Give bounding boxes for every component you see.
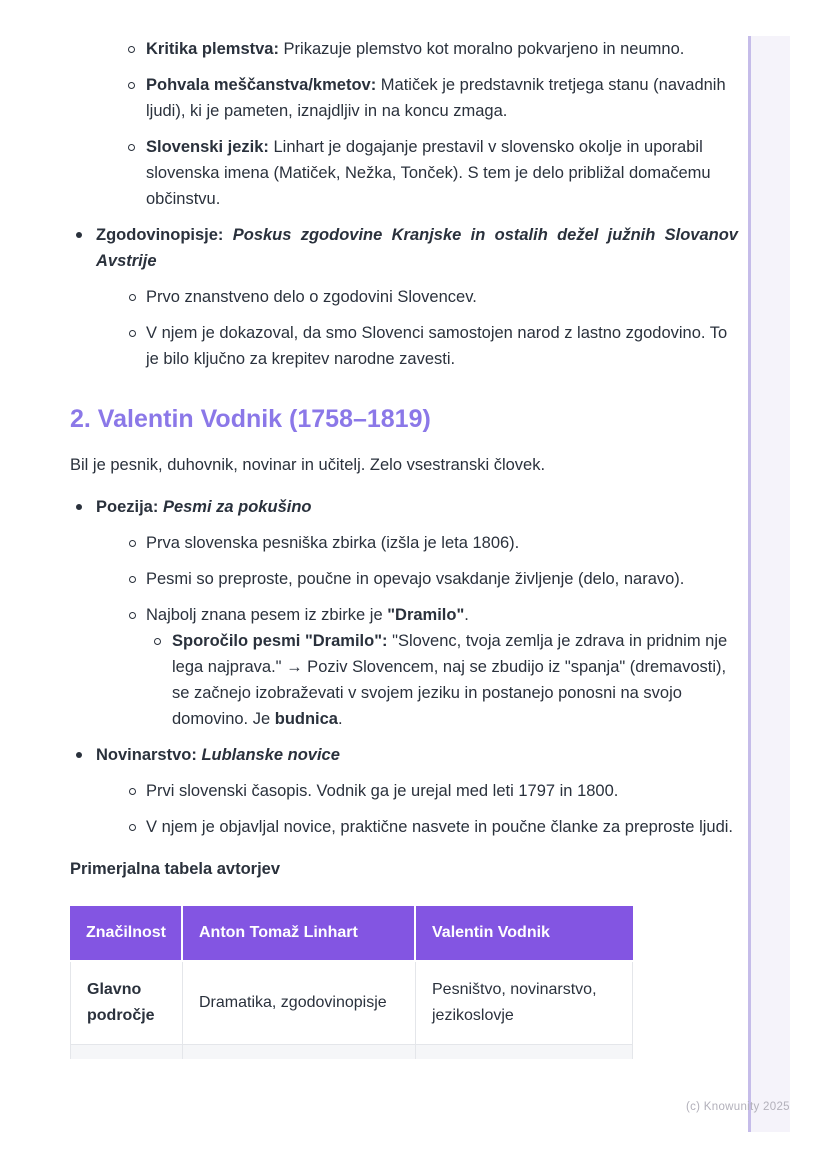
list-item-bold-label: Sporočilo pesmi "Dramilo":	[172, 632, 388, 650]
comparison-table-wrapper	[70, 906, 633, 1059]
comparison-table-title: Primerjalna tabela avtorjev	[70, 860, 281, 878]
work-title-italic: Pesmi za pokušino	[158, 498, 312, 516]
table-header-znacilnost: Značilnost	[70, 906, 183, 962]
table-cell-empty	[183, 1045, 416, 1059]
vodnik-intro-paragraph: Bil je pesnik, duhovnik, novinar in učitelj. Zelo vsestranski človek.	[70, 456, 546, 474]
table-cell-empty	[70, 1045, 183, 1059]
list-item-pohvala-mescanstva	[70, 72, 738, 124]
list-item-dramilo	[96, 602, 738, 732]
list-item: Pesmi so preproste, poučne in opevajo vsakdanje življenje (delo, naravo).	[96, 566, 738, 592]
list-item-text: .	[338, 710, 343, 728]
list-item-bold-label: Poezija:	[96, 498, 159, 516]
list-item: V njem je dokazoval, da smo Slovenci samostojen narod z lastno zgodovino. To je bilo ključno za krepitev narodne zavesti.	[96, 320, 738, 372]
budnica-bold: budnica	[274, 710, 338, 728]
work-title-italic: Lublanske novice	[196, 746, 340, 764]
list-item-text: Linhart je dogajanje prestavil v slovensko okolje in uporabil slovenska imena (Matiček, Nežka, Tonček). S tem je delo približal domačemu občinstvu.	[146, 138, 711, 208]
section-heading-vodnik: 2. Valentin Vodnik (1758–1819)	[70, 405, 431, 433]
zgodovinopisje-list	[70, 222, 738, 372]
list-item: Prvi slovenski časopis. Vodnik ga je urejal med leti 1797 in 1800.	[96, 778, 738, 804]
table-cell-feature: Glavno področje	[70, 962, 183, 1045]
table-header-vodnik: Valentin Vodnik	[416, 906, 633, 962]
list-item-kritika-plemstva	[70, 36, 738, 62]
list-item-text: Prikazuje plemstvo kot moralno pokvarjeno in neumno.	[278, 40, 685, 58]
poezija-sublist	[96, 530, 738, 732]
vodnik-list	[70, 494, 738, 840]
knowunity-watermark: (c) Knowunity 2025	[686, 1101, 790, 1113]
list-item-novinarstvo	[70, 742, 738, 840]
novinarstvo-sublist	[96, 778, 738, 840]
list-item-bold-label: Pohvala meščanstva/kmetov:	[146, 76, 377, 94]
list-item-text: "Slovenc, tvoja zemlja je zdrava in pridnim nje lega najprava." → Poziv Slovencem, naj se zbudijo iz "spanja" (dremavosti), se začnejo izobraževati v svojem jeziku in postanejo ponosni na svojo domovino. Je	[172, 632, 728, 728]
table-header-row	[70, 906, 633, 962]
list-item: V njem je objavljal novice, praktične nasvete in poučne članke za preproste ljudi.	[96, 814, 738, 840]
table-cell-vodnik: Pesništvo, novinarstvo, jezikoslovje	[416, 962, 633, 1045]
list-item-slovenski-jezik	[70, 134, 738, 212]
zgodovinopisje-sublist	[96, 284, 738, 372]
list-item-bold-label: Kritika plemstva:	[146, 40, 279, 58]
linhart-points-list	[70, 36, 738, 212]
list-item-bold-label: Slovenski jezik:	[146, 138, 269, 156]
work-title-italic: Poskus zgodovine Kranjske in ostalih dežel južnih Slovanov Avstrije	[96, 226, 738, 270]
list-item-text: Najbolj znana pesem iz zbirke je	[146, 606, 388, 624]
dramilo-sublist	[146, 628, 738, 732]
content-column	[70, 0, 738, 1059]
list-item-poezija	[70, 494, 738, 732]
table-row-partial	[70, 1045, 633, 1059]
list-item-zgodovinopisje	[70, 222, 738, 372]
table-cell-empty	[416, 1045, 633, 1059]
list-item-text: Matiček je predstavnik tretjega stanu (navadnih ljudi), ki je pameten, iznajdljiv in na koncu zmaga.	[146, 76, 726, 120]
comparison-table	[70, 906, 633, 1059]
list-item: Prva slovenska pesniška zbirka (izšla je leta 1806).	[96, 530, 738, 556]
dramilo-bold: "Dramilo"	[387, 606, 465, 624]
table-cell-linhart: Dramatika, zgodovinopisje	[183, 962, 416, 1045]
page-edge-band	[748, 36, 790, 1132]
list-item-text: .	[464, 606, 469, 624]
list-item-bold-label: Novinarstvo:	[96, 746, 197, 764]
list-item-sporocilo-dramilo	[96, 628, 738, 732]
table-header-linhart: Anton Tomaž Linhart	[183, 906, 416, 962]
list-item-bold-label: Zgodovinopisje:	[96, 226, 224, 244]
list-item: Prvo znanstveno delo o zgodovini Slovencev.	[96, 284, 738, 310]
table-row	[70, 962, 633, 1045]
